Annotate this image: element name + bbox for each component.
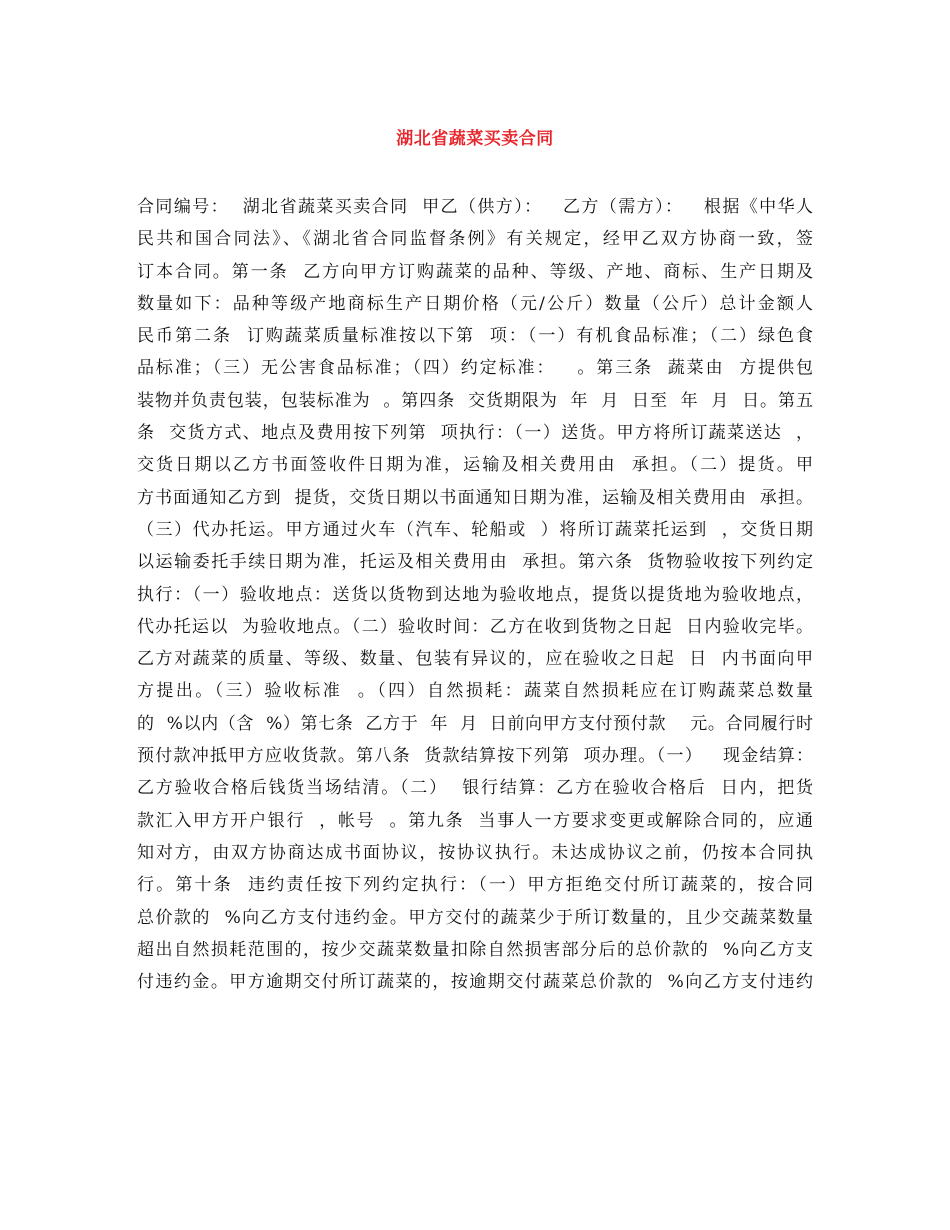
body-line: 民币第二条 订购蔬菜质量标准按以下第 项：（一）有机食品标准；（二）绿色食 (137, 326, 813, 347)
body-line: 款汇入甲方开户银行 ，帐号 。第九条 当事人一方要求变更或解除合同的，应通 (137, 810, 813, 831)
contract-body (137, 191, 813, 998)
body-line: 民共和国合同法》、《湖北省合同监督条例》有关规定，经甲乙双方协商一致，签 (137, 229, 813, 250)
body-line: 的 %以内（含 %）第七条 乙方于 年 月 日前向甲方支付预付款 元。合同履行时 (137, 713, 813, 734)
document-title: 湖北省蔬菜买卖合同 (396, 129, 554, 149)
body-line: 总价款的 %向乙方支付违约金。甲方交付的蔬菜少于所订数量的，且少交蔬菜数量 (137, 907, 813, 928)
body-line: 方书面通知乙方到 提货，交货日期以书面通知日期为准，运输及相关费用由 承担。 (137, 487, 813, 508)
body-line: 数量如下：品种等级产地商标生产日期价格（元/公斤）数量（公斤）总计金额人 (137, 293, 813, 314)
body-line: 合同编号： 湖北省蔬菜买卖合同 甲乙（供方）： 乙方（需方）： 根据《中华人 (137, 197, 813, 217)
body-line: 条 交货方式、地点及费用按下列第 项执行：（一）送货。甲方将所订蔬菜送达 ， (137, 423, 813, 444)
body-line: 订本合同。第一条 乙方向甲方订购蔬菜的品种、等级、产地、商标、生产日期及 (137, 261, 813, 282)
body-line: 代办托运以 为验收地点。（二）验收时间：乙方在收到货物之日起 日内验收完毕。 (137, 616, 813, 637)
body-line: 乙方对蔬菜的质量、等级、数量、包装有异议的，应在验收之日起 日 内书面向甲 (137, 649, 813, 670)
body-line: （三）代办托运。甲方通过火车（汽车、轮船或 ）将所订蔬菜托运到 ，交货日期 (137, 519, 813, 540)
body-line: 知对方，由双方协商达成书面协议，按协议执行。未达成协议之前，仍按本合同执 (137, 842, 813, 863)
body-line: 装物并负责包装，包装标准为 。第四条 交货期限为 年 月 日至 年 月 日。第五 (137, 390, 813, 411)
body-line: 以运输委托手续日期为准，托运及相关费用由 承担。第六条 货物验收按下列约定 (137, 552, 813, 573)
body-line: 付违约金。甲方逾期交付所订蔬菜的，按逾期交付蔬菜总价款的 %向乙方支付违约 (137, 972, 813, 993)
body-line: 预付款冲抵甲方应收货款。第八条 货款结算按下列第 项办理。（一） 现金结算： (137, 746, 813, 767)
body-line: 方提出。（三）验收标准 。（四）自然损耗：蔬菜自然损耗应在订购蔬菜总数量 (137, 681, 813, 702)
body-line: 品标准；（三）无公害食品标准；（四）约定标准： 。第三条 蔬菜由 方提供包 (137, 358, 813, 379)
body-line: 超出自然损耗范围的，按少交蔬菜数量扣除自然损害部分后的总价款的 %向乙方支 (137, 939, 813, 960)
body-line: 乙方验收合格后钱货当场结清。（二） 银行结算：乙方在验收合格后 日内，把货 (137, 778, 813, 799)
body-line: 执行：（一）验收地点：送货以货物到达地为验收地点，提货以提货地为验收地点， (137, 584, 813, 605)
body-line: 行。第十条 违约责任按下列约定执行：（一）甲方拒绝交付所订蔬菜的，按合同 (137, 875, 813, 896)
body-line: 交货日期以乙方书面签收件日期为准，运输及相关费用由 承担。（二）提货。甲 (137, 455, 813, 476)
